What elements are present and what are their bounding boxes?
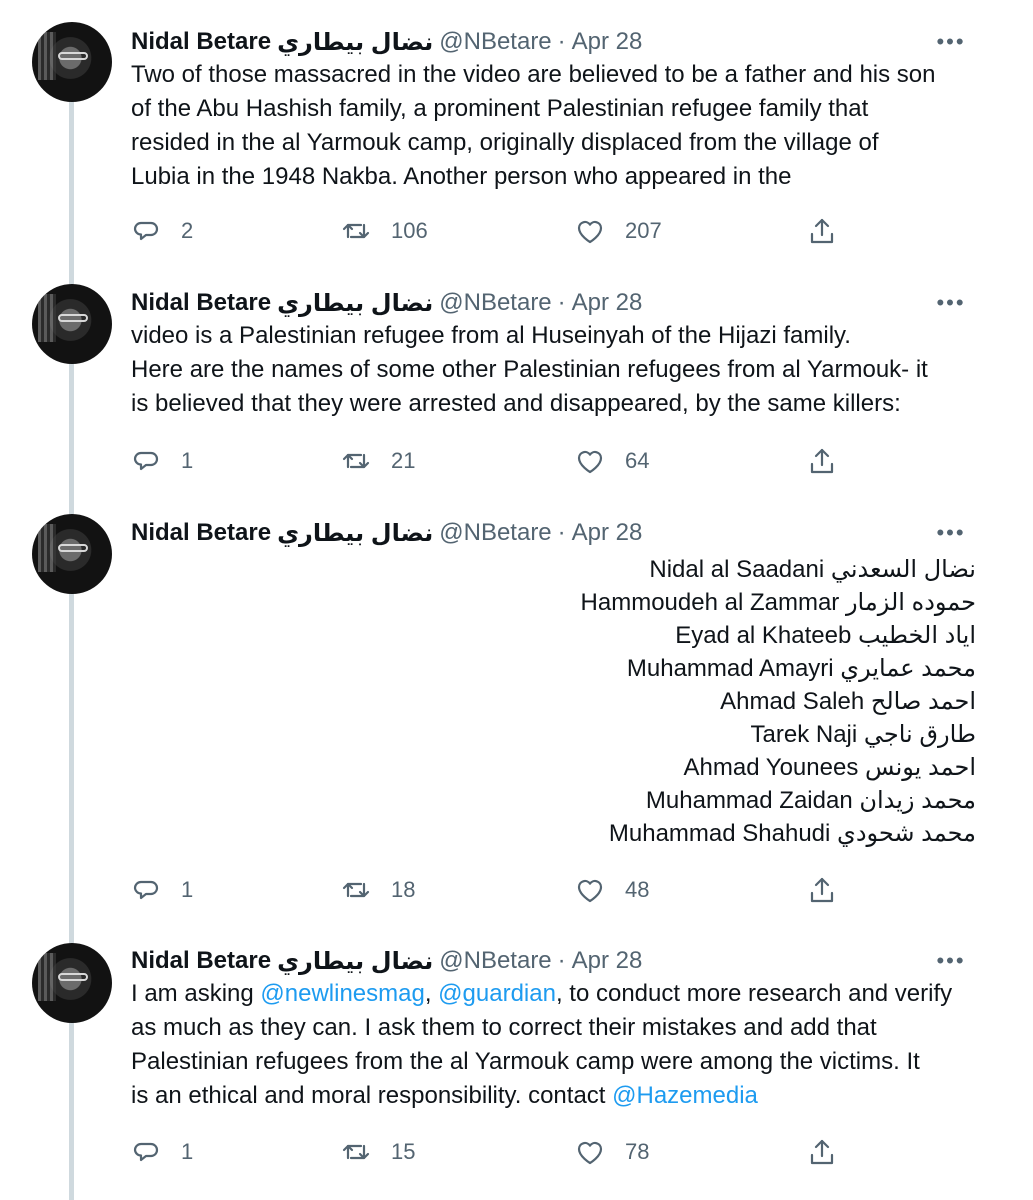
retweet-button[interactable] (341, 441, 415, 481)
thread-connector-line (69, 100, 74, 1200)
name-entry: Ahmad Younees احمد يونس (683, 754, 976, 781)
tweet-actions (131, 870, 851, 910)
author-name-arabic[interactable]: نضال بيطاري (277, 519, 434, 547)
text-segment: , to conduct more research and verify (555, 980, 953, 1007)
text-line: Here are the names of some other Palestinian refugees from al Yarmouk- it (131, 356, 928, 383)
name-entry: Ahmad Saleh احمد صالح (720, 688, 976, 715)
reply-count: 1 (181, 1139, 194, 1164)
author-name-arabic[interactable]: نضال بيطاري (277, 289, 434, 317)
tweet-text (131, 319, 991, 421)
text-line (131, 977, 991, 1011)
author-name-arabic[interactable]: نضال بيطاري (277, 28, 434, 56)
text-line: Palestinian refugees from the al Yarmouk camp were among the victims. It (131, 1048, 920, 1075)
more-options-icon[interactable]: ••• (936, 948, 966, 973)
tweet-date[interactable]: Apr 28 (571, 28, 643, 55)
avatar[interactable] (32, 943, 112, 1023)
like-icon (575, 446, 605, 476)
text-segment: is an ethical and moral responsibility. contact (131, 1082, 613, 1109)
text-line (131, 1079, 991, 1113)
author-handle[interactable]: @NBetare (439, 947, 552, 974)
retweet-icon (341, 216, 371, 246)
tweet-date[interactable]: Apr 28 (571, 289, 643, 316)
more-options-icon[interactable]: ••• (936, 520, 966, 545)
text-line: Lubia in the 1948 Nakba. Another person who appeared in the (131, 163, 792, 190)
more-options-icon[interactable]: ••• (936, 29, 966, 54)
mention-hazemedia[interactable]: @Hazemedia (612, 1082, 758, 1109)
like-count: 207 (625, 218, 662, 243)
tweet-header (131, 945, 991, 977)
tweet-actions (131, 211, 851, 251)
text-line: resided in the al Yarmouk camp, originally displaced from the village of (131, 129, 879, 156)
mention-guardian[interactable]: @guardian (438, 980, 556, 1007)
text-line: is believed that they were arrested and disappeared, by the same killers: (131, 390, 901, 417)
author-handle[interactable]: @NBetare (439, 28, 552, 55)
reply-count: 1 (181, 448, 194, 473)
share-button[interactable] (807, 870, 837, 910)
name-entry: Muhammad Shahudi محمد شحودي (608, 820, 976, 847)
reply-icon (131, 216, 161, 246)
reply-button[interactable] (131, 441, 193, 481)
tweet-header (131, 26, 991, 58)
separator-dot: · (557, 519, 566, 546)
retweet-button[interactable] (341, 1132, 415, 1172)
author-handle[interactable]: @NBetare (439, 519, 552, 546)
like-button[interactable] (575, 870, 649, 910)
more-options-icon[interactable]: ••• (936, 290, 966, 315)
retweet-count: 106 (391, 218, 428, 243)
name-entry: Hammoudeh al Zammar حموده الزمار (580, 589, 976, 616)
text-line: Two of those massacred in the video are believed to be a father and his son (131, 61, 936, 88)
like-button[interactable] (575, 1132, 649, 1172)
retweet-icon (341, 1137, 371, 1167)
tweet-text (131, 58, 991, 194)
like-icon (575, 1137, 605, 1167)
retweet-count: 21 (391, 448, 416, 473)
avatar[interactable] (32, 284, 112, 364)
share-icon (807, 446, 837, 476)
like-button[interactable] (575, 211, 662, 251)
reply-button[interactable] (131, 1132, 193, 1172)
like-icon (575, 216, 605, 246)
tweet-actions (131, 441, 851, 481)
tweet-text (131, 977, 991, 1113)
like-count: 48 (625, 877, 650, 902)
retweet-count: 18 (391, 877, 416, 902)
avatar[interactable] (32, 22, 112, 102)
retweet-icon (341, 446, 371, 476)
like-count: 78 (625, 1139, 650, 1164)
name-entry: Nidal al Saadani نضال السعدني (649, 556, 976, 583)
tweet-date[interactable]: Apr 28 (571, 519, 643, 546)
tweet-header (131, 517, 991, 549)
reply-icon (131, 1137, 161, 1167)
reply-button[interactable] (131, 870, 193, 910)
retweet-icon (341, 875, 371, 905)
tweet-header (131, 287, 991, 319)
author-handle[interactable]: @NBetare (439, 289, 552, 316)
author-name-arabic[interactable]: نضال بيطاري (277, 947, 434, 975)
text-line: video is a Palestinian refugee from al Huseinyah of the Hijazi family. (131, 322, 851, 349)
reply-icon (131, 446, 161, 476)
reply-count: 1 (181, 877, 194, 902)
like-button[interactable] (575, 441, 649, 481)
names-list (131, 553, 991, 850)
name-entry: Tarek Naji طارق ناجي (750, 721, 976, 748)
name-entry: Eyad al Khateeb اياد الخطيب (675, 622, 976, 649)
share-icon (807, 216, 837, 246)
tweet-date[interactable]: Apr 28 (571, 947, 643, 974)
text-line: of the Abu Hashish family, a prominent Palestinian refugee family that (131, 95, 869, 122)
tweet-actions (131, 1132, 851, 1172)
retweet-button[interactable] (341, 211, 428, 251)
share-button[interactable] (807, 211, 837, 251)
author-name[interactable]: Nidal Betare (131, 289, 272, 316)
like-count: 64 (625, 448, 650, 473)
reply-icon (131, 875, 161, 905)
share-button[interactable] (807, 1132, 837, 1172)
share-button[interactable] (807, 441, 837, 481)
separator-dot: · (557, 289, 566, 316)
name-entry: Muhammad Zaidan محمد زيدان (645, 787, 976, 814)
reply-button[interactable] (131, 211, 193, 251)
avatar[interactable] (32, 514, 112, 594)
share-icon (807, 875, 837, 905)
retweet-count: 15 (391, 1139, 416, 1164)
text-line: as much as they can. I ask them to correct their mistakes and add that (131, 1014, 877, 1041)
mention-newlinesmag[interactable]: @newlinesmag (260, 980, 425, 1007)
author-name[interactable]: Nidal Betare (131, 947, 272, 974)
separator-dot: · (557, 947, 566, 974)
like-icon (575, 875, 605, 905)
author-name[interactable]: Nidal Betare (131, 28, 272, 55)
author-name[interactable]: Nidal Betare (131, 519, 272, 546)
retweet-button[interactable] (341, 870, 415, 910)
share-icon (807, 1137, 837, 1167)
text-segment: , (424, 980, 439, 1007)
separator-dot: · (557, 28, 566, 55)
name-entry: Muhammad Amayri محمد عمايري (626, 655, 976, 682)
text-segment: I am asking (131, 980, 261, 1007)
reply-count: 2 (181, 218, 194, 243)
